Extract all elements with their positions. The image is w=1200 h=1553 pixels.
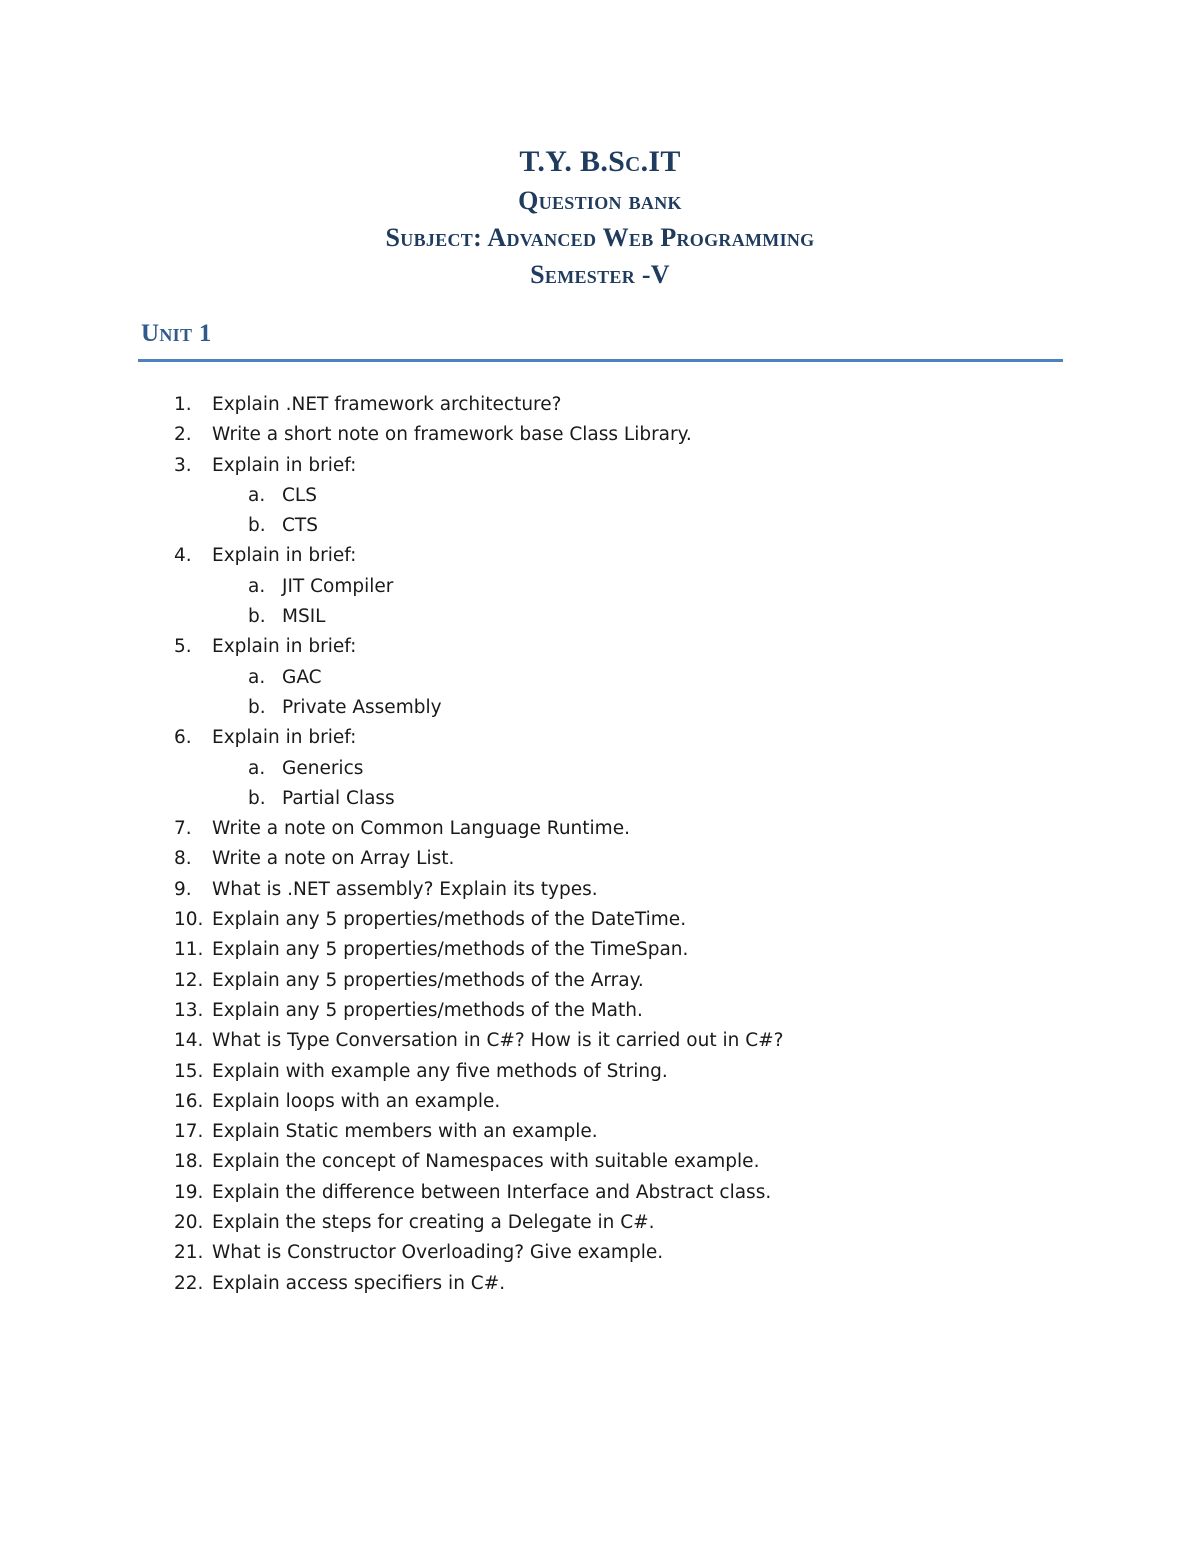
question-item [0,1147,1200,1177]
question-number: 14. [174,1030,204,1052]
sub-question-letter: a. [248,484,266,506]
question-text: Write a short note on framework base Class Library. [212,424,692,446]
unit-divider [138,359,1063,362]
question-number: 5. [174,636,192,658]
sub-question-letter: b. [248,606,266,628]
question-text: Explain any 5 properties/methods of the Array. [212,969,644,991]
question-list [0,390,1200,1299]
question-item [0,451,1200,481]
question-number: 11. [174,939,204,961]
question-text: What is Type Conversation in C#? How is it carried out in C#? [212,1030,784,1052]
question-text: Explain .NET framework architecture? [212,394,562,415]
question-item [0,966,1200,996]
question-text: What is Constructor Overloading? Give example. [212,1242,664,1264]
sub-question-text: Generics [282,757,364,779]
question-item [0,935,1200,965]
question-text: Explain Static members with an example. [212,1121,598,1143]
question-number: 6. [174,727,192,749]
sub-question-text: CTS [282,515,318,537]
question-number: 15. [174,1060,204,1082]
question-item [0,844,1200,874]
question-item [0,1238,1200,1268]
sub-question-text: MSIL [282,606,326,628]
question-number: 16. [174,1090,204,1112]
question-text: Explain in brief: [212,454,357,476]
sub-question-item [0,754,1200,784]
question-number: 9. [174,878,192,900]
question-item [0,996,1200,1026]
sub-question-text: CLS [282,484,317,506]
question-number: 12. [174,969,204,991]
question-item [0,814,1200,844]
question-text: Explain any 5 properties/methods of the TimeSpan. [212,939,689,961]
sub-question-letter: a. [248,575,266,597]
question-number: 22. [174,1272,204,1294]
question-item [0,1208,1200,1238]
question-number: 13. [174,999,204,1021]
document-header [0,142,1200,293]
sub-question-text: JIT Compiler [282,575,394,597]
question-item [0,1026,1200,1056]
sub-question-item [0,572,1200,602]
question-item [0,905,1200,935]
question-text: Explain the difference between Interface and Abstract class. [212,1181,772,1203]
question-item [0,1178,1200,1208]
question-number: 17. [174,1121,204,1143]
question-number: 2. [174,424,192,446]
question-text: What is .NET assembly? Explain its types. [212,878,598,900]
sub-question-letter: a. [248,666,266,688]
subject-title: Subject: Advanced Web Programming [385,223,815,252]
question-item [0,632,1200,662]
question-text: Explain in brief: [212,545,357,567]
sub-question-item [0,481,1200,511]
unit-heading: Unit 1 [141,320,212,347]
question-item [0,1057,1200,1087]
question-item [0,541,1200,571]
sub-question-text: Private Assembly [282,696,442,718]
sub-question-item [0,784,1200,814]
question-text: Explain loops with an example. [212,1090,501,1112]
question-number: 3. [174,454,192,476]
question-number: 4. [174,545,192,567]
sub-question-item [0,663,1200,693]
question-text: Explain any 5 properties/methods of the DateTime. [212,909,687,931]
question-text: Explain the steps for creating a Delegate in C#. [212,1212,655,1234]
question-number: 20. [174,1212,204,1234]
question-text: Explain the concept of Namespaces with suitable example. [212,1151,760,1173]
question-item [0,1087,1200,1117]
question-text: Write a note on Common Language Runtime. [212,818,630,840]
question-number: 8. [174,848,192,870]
sub-question-letter: a. [248,757,266,779]
question-item [0,390,1200,420]
question-number: 19. [174,1181,204,1203]
sub-question-text: Partial Class [282,787,395,809]
question-text: Explain in brief: [212,636,357,658]
question-number: 10. [174,909,204,931]
question-item [0,723,1200,753]
question-item [0,420,1200,450]
question-text: Explain access specifiers in C#. [212,1272,506,1294]
sub-question-letter: b. [248,515,266,537]
sub-question-letter: b. [248,696,266,718]
sub-question-item [0,693,1200,723]
semester-title: Semester -V [530,260,670,289]
question-item [0,875,1200,905]
question-text: Explain any 5 properties/methods of the Math. [212,999,643,1021]
document-type-title: Question bank [518,186,682,215]
sub-question-item [0,602,1200,632]
question-item [0,1117,1200,1147]
question-number: 21. [174,1242,204,1264]
question-text: Explain in brief: [212,727,357,749]
sub-question-item [0,511,1200,541]
question-number: 7. [174,818,192,840]
question-number: 1. [174,394,192,415]
question-text: Write a note on Array List. [212,848,455,870]
sub-question-letter: b. [248,787,266,809]
course-title: T.Y. B.Sc.IT [519,145,681,178]
question-text: Explain with example any five methods of String. [212,1060,668,1082]
question-item [0,1269,1200,1299]
question-number: 18. [174,1151,204,1173]
sub-question-text: GAC [282,666,322,688]
